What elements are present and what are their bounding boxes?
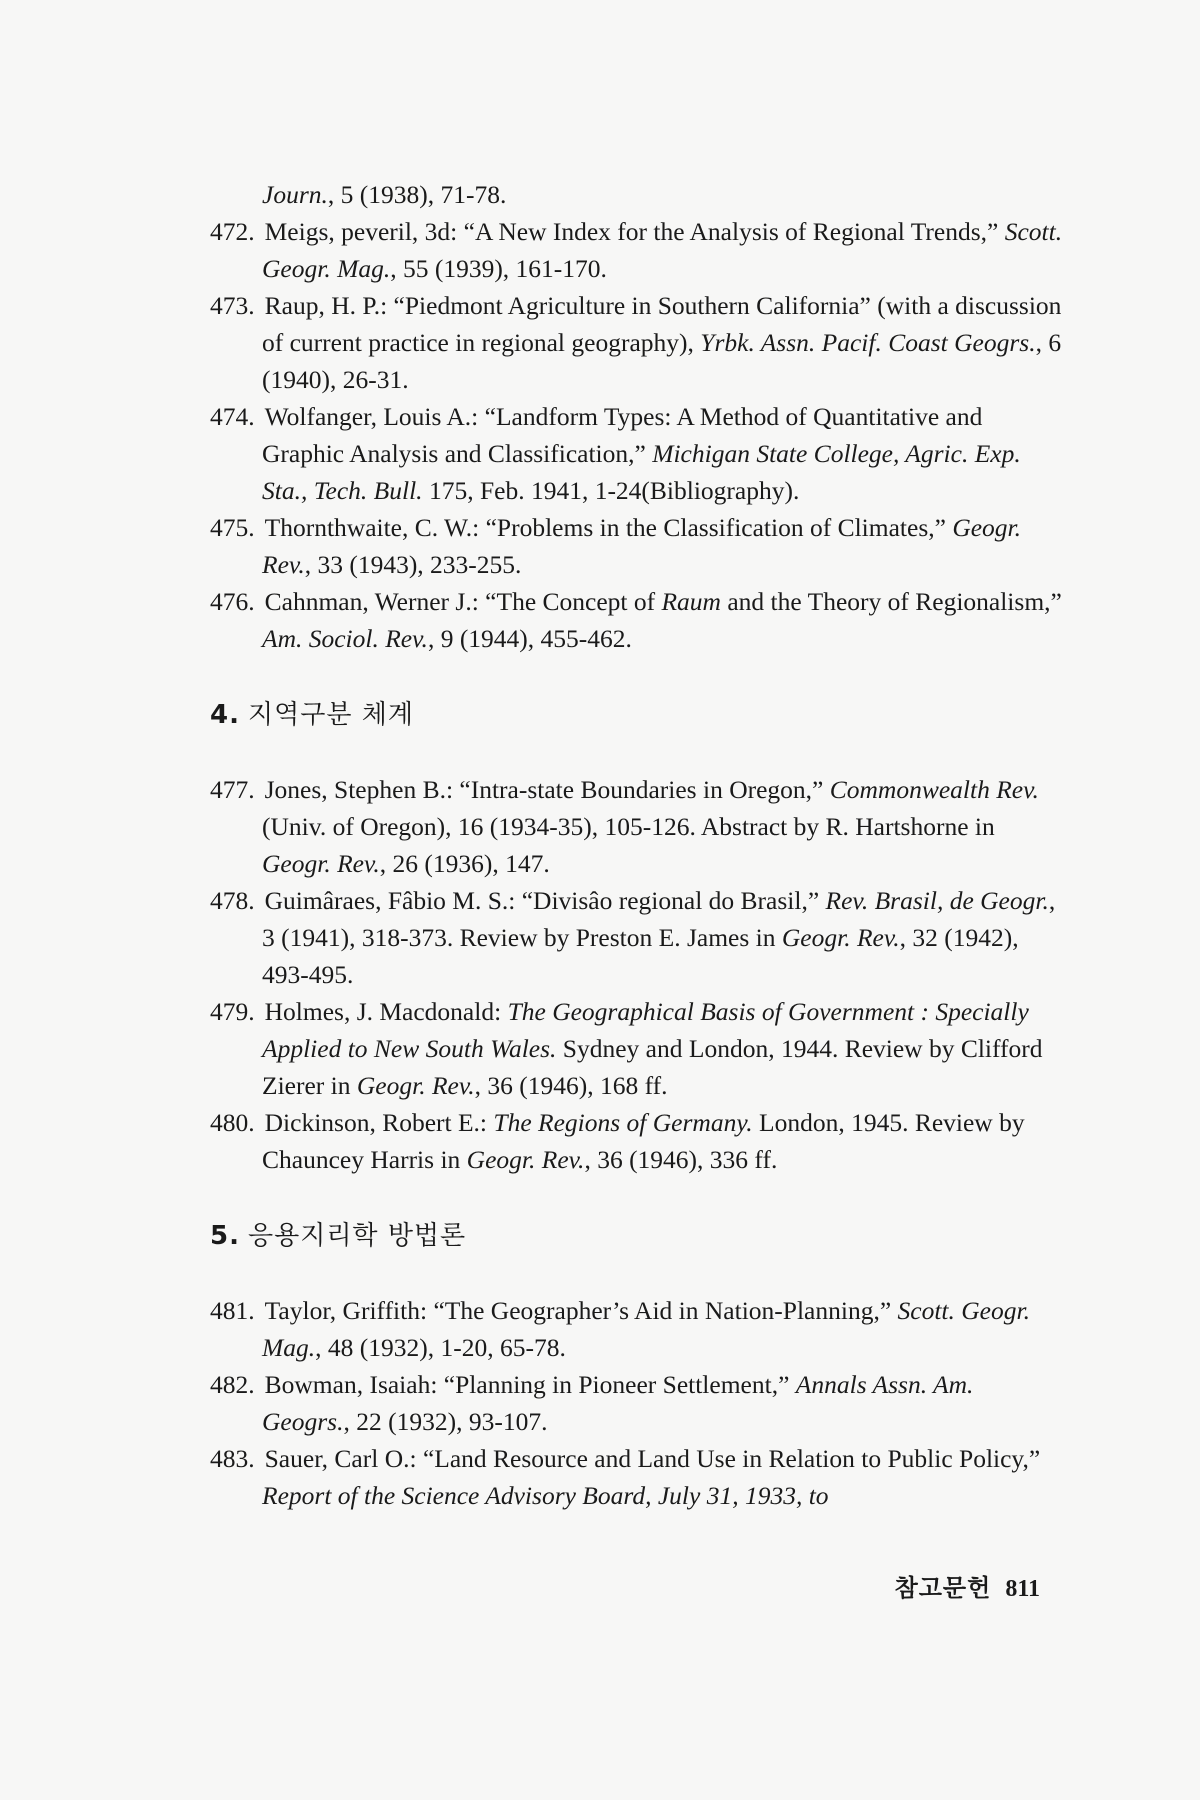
journal-title: Scott. Geogr. Mag.	[262, 1296, 1030, 1362]
page-number: 811	[1005, 1576, 1040, 1602]
journal-title: Geogr. Rev.	[262, 513, 1022, 579]
reference-number: 474.	[210, 402, 255, 431]
reference-entry	[210, 213, 1065, 287]
reference-list	[210, 176, 1065, 1514]
reference-text: (Univ. of Oregon), 16 (1934-35), 105-126. Abstract by R. Hartshorne in	[262, 812, 995, 841]
reference-number: 479.	[210, 997, 255, 1026]
journal-title: Michigan State College, Agric. Exp. Sta., Tech. Bull.	[262, 439, 1021, 505]
reference-text: Sauer, Carl O.: “Land Resource and Land Use in Relation to Public Policy,”	[264, 1444, 1041, 1473]
reference-text: Cahnman, Werner J.: “The Concept of	[264, 587, 662, 616]
reference-text: Holmes, J. Macdonald:	[264, 997, 508, 1026]
reference-text: London, 1945. Review by Chauncey Harris in	[262, 1108, 1025, 1174]
reference-text: , 9 (1944), 455-462.	[427, 624, 632, 653]
journal-title: Rev. Brasil, de Geogr.	[825, 886, 1049, 915]
journal-title: Annals Assn. Am. Geogrs.	[262, 1370, 974, 1436]
reference-text: , 36 (1946), 168 ff.	[474, 1071, 668, 1100]
reference-entry	[210, 1366, 1065, 1440]
reference-text: Jones, Stephen B.: “Intra-state Boundaries in Oregon,”	[264, 775, 830, 804]
reference-number: 472.	[210, 217, 255, 246]
section-title: 응용지리학 방법론	[247, 1221, 467, 1251]
journal-title: Geogr. Rev.	[262, 849, 380, 878]
reference-number: 473.	[210, 291, 255, 320]
reference-text: Sydney and London, 1944. Review by Clifford Zierer in	[262, 1034, 1043, 1100]
reference-entry	[210, 1104, 1065, 1178]
reference-text: , 32 (1942), 493-495.	[262, 923, 1019, 989]
reference-text: Raup, H. P.: “Piedmont Agriculture in Southern California” (with a discussion of current practice in regional geography),	[262, 291, 1062, 357]
reference-number: 475.	[210, 513, 255, 542]
reference-number: 483.	[210, 1444, 255, 1473]
journal-title: Geogr. Rev.	[781, 923, 900, 952]
reference-group-a	[210, 213, 1065, 657]
section-title: 지역구분 체계	[247, 700, 414, 730]
journal-title: Yrbk. Assn. Pacif. Coast Geogrs.	[700, 328, 1036, 357]
reference-text: Thornthwaite, C. W.: “Problems in the Classification of Climates,”	[264, 513, 953, 542]
reference-entry	[210, 1292, 1065, 1366]
journal-title: Geogr. Rev.	[356, 1071, 475, 1100]
reference-number: 478.	[210, 886, 255, 915]
journal-title: The Regions of Germany.	[493, 1108, 753, 1137]
section-heading-5: 5. 응용지리학 방법론	[210, 1221, 467, 1251]
reference-text: Guimâraes, Fâbio M. S.: “Divisâo regional do Brasil,”	[264, 886, 826, 915]
continued-reference: Journ., 5 (1938), 71-78.	[262, 180, 507, 209]
reference-entry	[210, 771, 1065, 882]
reference-entry	[210, 993, 1065, 1104]
journal-title: Commonwealth Rev.	[829, 775, 1039, 804]
reference-text: and the Theory of Regionalism,”	[720, 587, 1062, 616]
reference-text: , 3 (1941), 318-373. Review by Preston E. James in	[262, 886, 1056, 952]
reference-entry	[210, 398, 1065, 509]
reference-entry	[210, 1440, 1065, 1514]
reference-text: , 6 (1940), 26-31.	[262, 328, 1062, 394]
reference-number: 477.	[210, 775, 255, 804]
reference-number: 482.	[210, 1370, 255, 1399]
reference-group-b	[210, 771, 1065, 1178]
reference-text: , 22 (1932), 93-107.	[343, 1407, 548, 1436]
reference-text: , 48 (1932), 1-20, 65-78.	[315, 1333, 566, 1362]
reference-text: , 36 (1946), 336 ff.	[584, 1145, 778, 1174]
journal-title: Am. Sociol. Rev.	[262, 624, 428, 653]
page-footer	[895, 1568, 1040, 1603]
reference-text: Taylor, Griffith: “The Geographer’s Aid in Nation-Planning,”	[264, 1296, 898, 1325]
reference-number: 481.	[210, 1296, 255, 1325]
reference-entry	[210, 509, 1065, 583]
reference-number: 480.	[210, 1108, 255, 1137]
journal-title: The Geographical Basis of Government : Specially Applied to New South Wales.	[262, 997, 1029, 1063]
reference-text: Bowman, Isaiah: “Planning in Pioneer Settlement,”	[264, 1370, 796, 1399]
journal-title: Report of the Science Advisory Board, July 31, 1933, to	[262, 1481, 829, 1510]
journal-title: Raum	[661, 587, 721, 616]
journal-title: Scott. Geogr. Mag.	[262, 217, 1063, 283]
reference-text: Dickinson, Robert E.:	[264, 1108, 494, 1137]
journal-title: Geogr. Rev.	[466, 1145, 585, 1174]
reference-text: Wolfanger, Louis A.: “Landform Types: A Method of Quantitative and Graphic Analysis and Classification,”	[262, 402, 983, 468]
journal-title: Journ.	[262, 180, 328, 209]
reference-number: 476.	[210, 587, 255, 616]
reference-text: , 26 (1936), 147.	[379, 849, 550, 878]
running-footer-title: 참고문헌	[894, 1574, 992, 1602]
reference-text: 175, Feb. 1941, 1-24(Bibliography).	[422, 476, 800, 505]
reference-text: , 33 (1943), 233-255.	[304, 550, 522, 579]
section-heading-4: 4. 지역구분 체계	[210, 700, 414, 730]
reference-entry	[210, 882, 1065, 993]
reference-group-c	[210, 1292, 1065, 1514]
reference-entry	[210, 583, 1065, 657]
reference-entry	[210, 287, 1065, 398]
reference-text: Meigs, peveril, 3d: “A New Index for the Analysis of Regional Trends,”	[264, 217, 1005, 246]
reference-text: , 55 (1939), 161-170.	[390, 254, 607, 283]
